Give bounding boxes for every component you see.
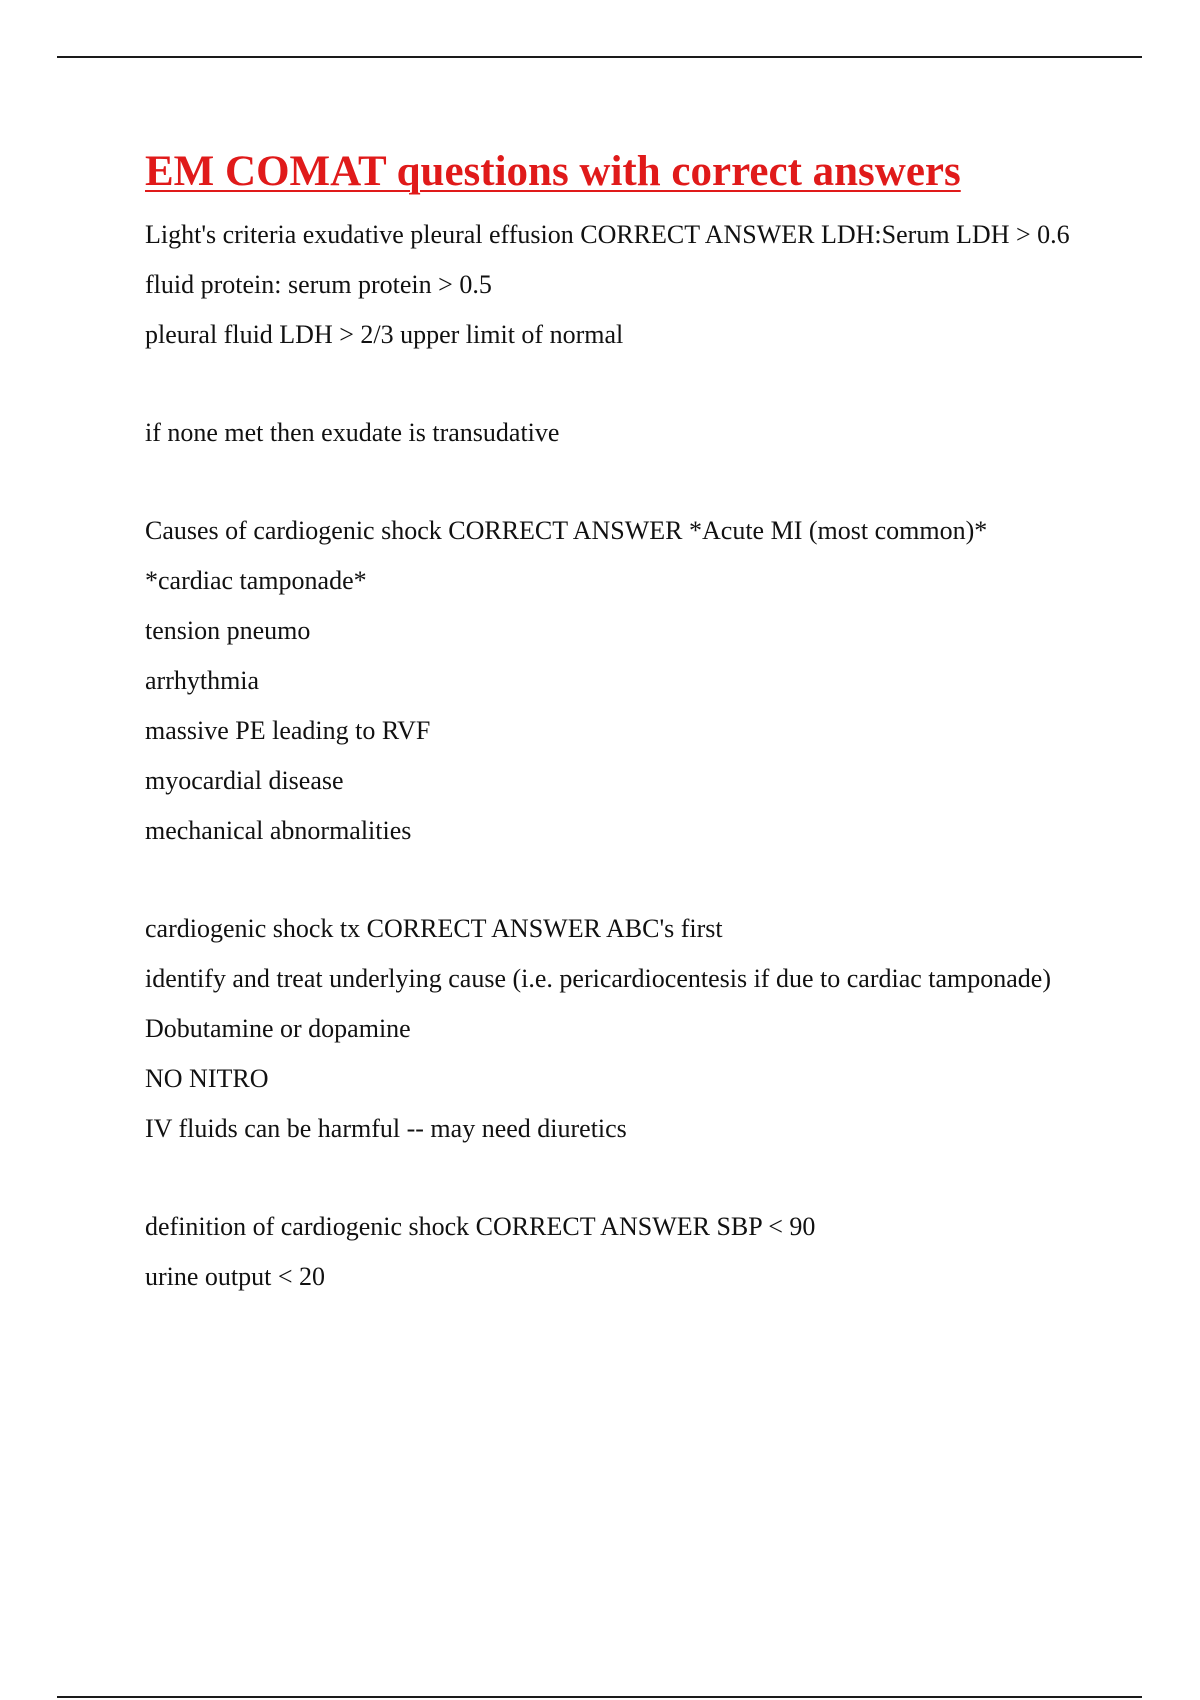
paragraph: identify and treat underlying cause (i.e. pericardiocentesis if due to cardiac tamponade) [145, 964, 1052, 993]
document-title: EM COMAT questions with correct answers [145, 148, 961, 195]
paragraph: tension pneumo [145, 616, 311, 645]
paragraph: Causes of cardiogenic shock CORRECT ANSWER *Acute MI (most common)* [145, 516, 988, 545]
bottom-rule [57, 1696, 1142, 1698]
paragraph: cardiogenic shock tx CORRECT ANSWER ABC's first [145, 914, 723, 943]
paragraph: if none met then exudate is transudative [145, 418, 560, 447]
paragraph: arrhythmia [145, 666, 260, 695]
paragraph: massive PE leading to RVF [145, 716, 431, 745]
paragraph: NO NITRO [145, 1064, 269, 1093]
paragraph: myocardial disease [145, 766, 344, 795]
paragraph: fluid protein: serum protein > 0.5 [145, 270, 492, 299]
paragraph: IV fluids can be harmful -- may need diuretics [145, 1114, 627, 1143]
paragraph: definition of cardiogenic shock CORRECT ANSWER SBP < 90 [145, 1212, 816, 1241]
paragraph: Light's criteria exudative pleural effusion CORRECT ANSWER LDH:Serum LDH > 0.6 [145, 220, 1070, 249]
paragraph: *cardiac tamponade* [145, 566, 367, 595]
paragraph: Dobutamine or dopamine [145, 1014, 411, 1043]
top-rule [57, 56, 1142, 58]
paragraph: mechanical abnormalities [145, 816, 412, 845]
document-body [145, 148, 1095, 1294]
paragraph: urine output < 20 [145, 1262, 326, 1291]
paragraph: pleural fluid LDH > 2/3 upper limit of normal [145, 320, 624, 349]
